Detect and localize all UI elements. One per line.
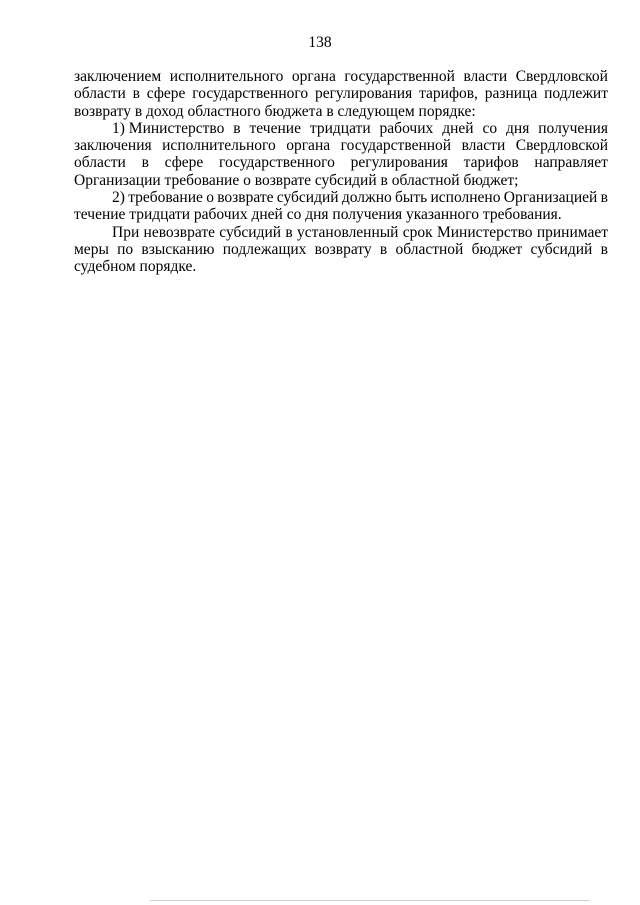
word: принимает xyxy=(536,223,608,241)
word: При xyxy=(112,223,140,241)
text-line xyxy=(74,258,608,275)
word: со xyxy=(482,119,498,137)
word: сфере xyxy=(146,85,186,103)
scan-edge-line xyxy=(150,900,590,901)
word: заключения xyxy=(74,137,152,155)
word: области xyxy=(74,154,126,172)
word: власти xyxy=(461,137,506,155)
word: подлежит xyxy=(544,85,608,103)
word: Свердловской xyxy=(515,68,608,85)
line-text: течение тридцати рабочих дней со дня получения указанного требования. xyxy=(74,206,562,224)
word: тридцати xyxy=(309,119,371,137)
word: возврате xyxy=(217,189,274,207)
word: дня xyxy=(506,119,530,137)
line-text: возврату в доход областного бюджета в следующем порядке: xyxy=(74,102,476,120)
word: по xyxy=(117,240,134,258)
word: в xyxy=(379,240,388,258)
word: направляет xyxy=(534,154,608,172)
word: заключением xyxy=(74,68,162,85)
word: сфере xyxy=(164,154,204,172)
word: меры xyxy=(74,240,109,258)
word: субсидий xyxy=(219,223,282,241)
word: исполнено xyxy=(430,189,501,207)
word: о xyxy=(206,189,214,207)
word: Свердловской xyxy=(515,137,608,155)
word: исполнительного xyxy=(162,137,276,155)
word: взысканию xyxy=(141,240,215,258)
word: в xyxy=(141,154,149,172)
word: получения xyxy=(538,119,608,137)
word: в xyxy=(132,85,140,103)
word: органа xyxy=(291,68,336,85)
word: тарифов xyxy=(463,154,519,172)
paragraph xyxy=(74,120,608,189)
text-line xyxy=(74,189,608,206)
word: рабочих xyxy=(379,119,434,137)
word: 2) xyxy=(112,189,125,207)
word: области xyxy=(74,85,126,103)
word: государственного xyxy=(192,85,309,103)
paragraph xyxy=(74,224,608,276)
paragraph xyxy=(74,189,608,224)
word: дней xyxy=(442,119,474,137)
word: в xyxy=(600,189,608,207)
line-text: Организации требование о возврате субсидий в областной бюджет; xyxy=(74,171,519,189)
word: возврату xyxy=(314,240,372,258)
word: в xyxy=(600,240,608,258)
word: регулирования xyxy=(350,154,448,172)
text-line xyxy=(74,154,608,171)
word: в xyxy=(233,119,241,137)
word: государственной xyxy=(340,137,452,155)
page-number: 138 xyxy=(308,34,332,51)
word: бюджет xyxy=(471,240,523,258)
word: власти xyxy=(463,68,508,85)
word: 1) Министерство xyxy=(112,119,225,137)
text-line xyxy=(74,206,608,223)
word: Министерство xyxy=(436,223,533,241)
word: органа xyxy=(286,137,331,155)
word: Организацией xyxy=(503,189,598,207)
word: разница xyxy=(484,85,538,103)
word: тарифов, xyxy=(419,85,478,103)
word: государственной xyxy=(344,68,455,85)
word: установленный xyxy=(296,223,399,241)
line-text: судебном порядке. xyxy=(74,258,197,276)
word: быть xyxy=(395,189,428,207)
word: субсидий xyxy=(276,189,339,207)
word: областной xyxy=(395,240,464,258)
text-line xyxy=(74,172,608,189)
word: течение xyxy=(249,119,301,137)
text-line xyxy=(74,68,608,85)
word: невозврате xyxy=(143,223,215,241)
text-line xyxy=(74,241,608,258)
text-line xyxy=(74,224,608,241)
text-line xyxy=(74,120,608,137)
word: должно xyxy=(341,189,392,207)
document-body xyxy=(74,68,608,276)
text-line xyxy=(74,85,608,102)
word: субсидий xyxy=(530,240,593,258)
word: срок xyxy=(402,223,433,241)
word: исполнительного xyxy=(169,68,284,85)
word: подлежащих xyxy=(222,240,307,258)
word: требование xyxy=(128,189,203,207)
paragraph xyxy=(74,68,608,120)
word: государственного xyxy=(218,154,335,172)
word: в xyxy=(285,223,293,241)
text-line xyxy=(74,103,608,120)
text-line xyxy=(74,137,608,154)
word: регулирования xyxy=(314,85,413,103)
